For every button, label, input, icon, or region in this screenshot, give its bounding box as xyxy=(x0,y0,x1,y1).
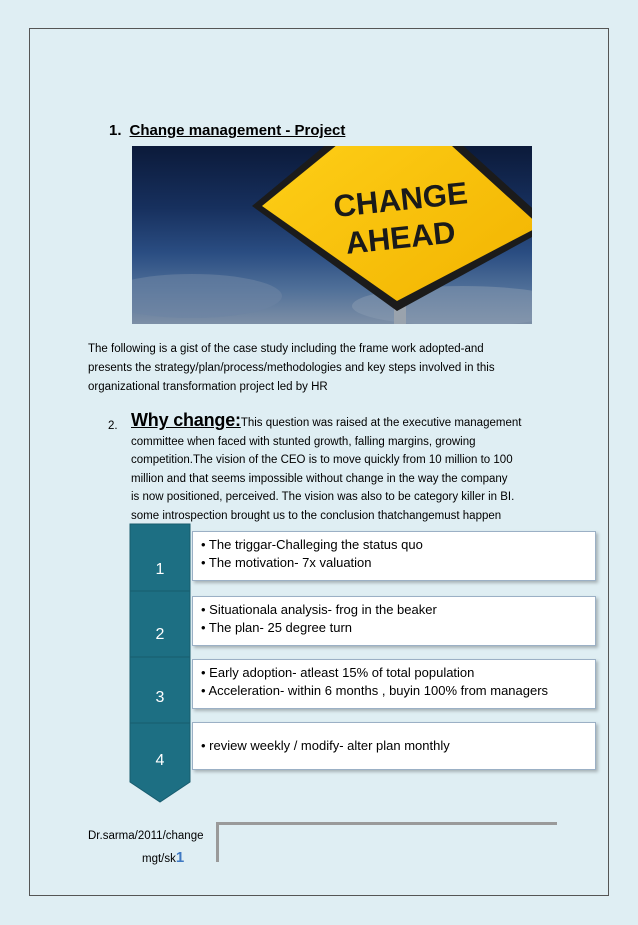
footer-divider-vertical xyxy=(216,822,219,862)
page-number: 1 xyxy=(175,849,185,866)
section-2-number: 2. xyxy=(108,420,118,432)
step-box-1 xyxy=(192,531,596,581)
sign-text-change: CHANGE xyxy=(331,175,470,225)
step-number: 2 xyxy=(155,626,165,643)
step-bullet: • review weekly / modify- alter plan monthly xyxy=(201,738,450,753)
intro-line: organizational transformation project led by HR xyxy=(88,381,328,393)
footer-divider xyxy=(216,822,557,825)
section-2-line: committee when faced with stunted growth, falling margins, growing xyxy=(131,435,476,448)
section-2-heading: Why change: xyxy=(131,410,241,430)
section-2-line: million and that seems impossible without change in the way the company xyxy=(131,472,508,485)
step-bullet: • The motivation- 7x valuation xyxy=(201,555,372,570)
section-2-line: some introspection brought us to the conclusion thatchangemust happen xyxy=(131,509,502,522)
section-2-line: competition.The vision of the CEO is to move quickly from 10 million to 100 xyxy=(131,454,513,466)
step-bullet: • The plan- 25 degree turn xyxy=(201,620,353,635)
section-2-line: is now positioned, perceived. The vision was also to be category killer in BI. xyxy=(131,491,515,503)
footer xyxy=(88,825,216,870)
intro-line: presents the strategy/plan/process/methodologies and key steps involved in this xyxy=(88,362,495,374)
section-1-number: 1. xyxy=(109,122,122,139)
section-1-title: Change management - Project xyxy=(129,122,346,139)
intro-line: The following is a gist of the case study including the frame work adopted-and xyxy=(88,343,484,355)
step-bullet: • Situationala analysis- frog in the beaker xyxy=(201,602,437,617)
footer-line-2: mgt/sk xyxy=(142,853,176,865)
step-number: 4 xyxy=(155,752,165,769)
step-bullet: • The triggar-Challeging the status quo xyxy=(201,537,423,552)
step-box-4 xyxy=(192,722,596,770)
footer-line-1: Dr.sarma/2011/change xyxy=(88,830,204,842)
step-box-3 xyxy=(192,659,596,709)
step-number: 3 xyxy=(155,689,165,706)
section-2-line: This question was raised at the executive management xyxy=(240,417,522,429)
step-bullet: • Early adoption- atleast 15% of total population xyxy=(201,665,475,680)
sign-text-ahead: AHEAD xyxy=(343,214,458,261)
step-number: 1 xyxy=(155,561,165,578)
step-bullet: • Acceleration- within 6 months , buyin 100% from managers xyxy=(201,683,549,698)
step-box-2 xyxy=(192,596,596,646)
